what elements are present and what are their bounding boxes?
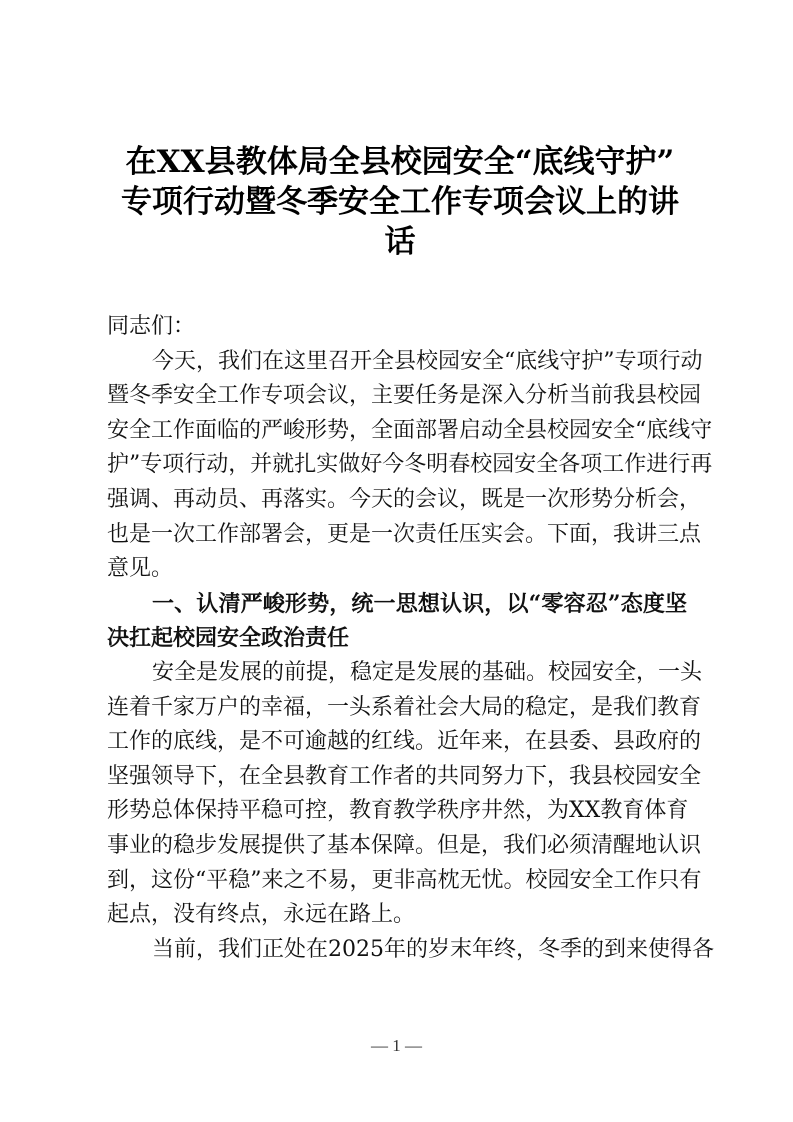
paragraph-line: 到，这份“平稳”来之不易，更非高枕无忧。校园安全工作只有 <box>107 867 702 893</box>
paragraph-line: 意见。 <box>107 556 174 582</box>
paragraph-line: 强调、再动员、再落实。今天的会议，既是一次形势分析会， <box>107 486 702 512</box>
paragraph-intro <box>107 345 713 587</box>
paragraph-line: 连着千家万户的幸福，一头系着社会大局的稳定，是我们教育 <box>107 694 702 720</box>
paragraph-line: 安全是发展的前提，稳定是发展的基础。校园安全，一头 <box>152 659 703 685</box>
document-title <box>100 142 700 262</box>
paragraph-line: 当前，我们正处在2025年的岁末年终，冬季的到来使得各 <box>152 936 714 962</box>
paragraph-safety <box>107 656 703 933</box>
paragraph-line: 安全工作面临的严峻形势，全面部署启动全县校园安全“底线守 <box>107 417 713 443</box>
title-line-3: 话 <box>384 224 416 260</box>
title-line-2: 专项行动暨冬季安全工作专项会议上的讲 <box>121 184 679 220</box>
paragraph-line: 坚强领导下，在全县教育工作者的共同努力下，我县校园安全 <box>107 763 702 789</box>
paragraph-current <box>107 933 714 968</box>
title-line-1: 在XX县教体局全县校园安全“底线守护” <box>125 144 675 180</box>
paragraph-line: 形势总体保持平稳可控，教育教学秩序井然，为XX教育体育 <box>107 798 689 824</box>
salutation: 同志们： <box>107 314 196 339</box>
heading-line: 决扛起校园安全政治责任 <box>107 625 350 652</box>
paragraph-line: 也是一次工作部署会，更是一次责任压实会。下面，我讲三点 <box>107 521 702 547</box>
paragraph-line: 工作的底线，是不可逾越的红线。近年来，在县委、县政府的 <box>107 729 702 755</box>
paragraph-line: 起点，没有终点，永远在路上。 <box>107 902 416 928</box>
page-number: — 1 — <box>371 1036 422 1055</box>
paragraph-line: 事业的稳步发展提供了基本保障。但是，我们必须清醒地认识 <box>107 832 702 858</box>
paragraph-line: 暨冬季安全工作专项会议，主要任务是深入分析当前我县校园 <box>107 383 702 409</box>
document-body <box>107 310 714 967</box>
section-heading-1 <box>107 587 687 656</box>
heading-line: 一、认清严峻形势，统一思想认识，以“零容忍”态度坚 <box>152 590 687 617</box>
paragraph-line: 今天，我们在这里召开全县校园安全“底线守护”专项行动 <box>152 348 703 374</box>
paragraph-line: 护”专项行动，并就扎实做好今冬明春校园安全各项工作进行再 <box>107 452 713 478</box>
